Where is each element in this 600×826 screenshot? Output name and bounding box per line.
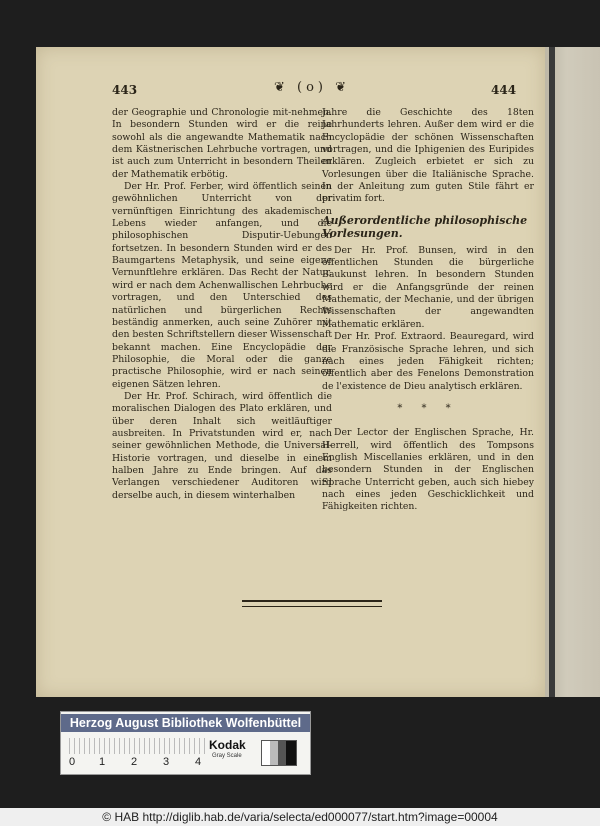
right-intro-paragraph: Jahre die Geschichte des 18ten Jahrhunderts lehren. Außer dem wird er die Encyclopädie der schönen Wissenschaften vortragen, und die Iphigenien des Euripides erklären. Zugleich erbietet er sich zu Vorlesungen über die Italiänische Sprache. In der Anleitung zum guten Stile fährt er privatim fort. [322,107,534,205]
left-paragraph: Der Hr. Prof. Ferber, wird öffentlich seinen gewöhnlichen Unterricht von der vernünftigen Einrichtung des akademischen Lebens wieder anfangen, und die philosophischen Disputir-Uebungen fortsetzen. In besondern Stunden wird er des Baumgartens Metaphysik, und seine eigene Vernunftlehre erklären. Das Recht der Natur, wird er nach dem Achenwallischen Lehrbuche vortragen, und den Unterschied des natürlichen und bürgerlichen Rechts beständig anmerken, auch seine Zuhörer mit den besten Schriftstellern dieser Wissenschaft bekannt machen. Eine Encyclopädie der Philosophie, die Moral oder die ganze practische Philosophie, wird er nach seinen eigenen Sätzen lehren. [112,181,332,390]
facing-page-edge [545,47,600,697]
closing-rule [242,600,382,607]
left-page-number: 443 [112,83,138,97]
header-ornament: ❦ (o) ❦ [274,80,351,95]
gray-patches [261,740,297,766]
left-paragraph: der Geographie und Chronologie mit-nehmen. In besondern Stunden wird er die reine sowohl als die angewandte Mathematik nach dem Kästnerischen Lehrbuche vortragen, und ist auch zum Unterricht in besondern Theilen der Mathematik erbötig. [112,107,332,180]
kodak-logo: Kodak [209,738,246,752]
grayscale-label: Gray Scale [212,753,242,759]
library-label: Herzog August Bibliothek Wolfenbüttel [61,714,310,732]
section-stars: * * * [397,402,459,414]
left-column [112,107,332,502]
section-heading: Außerordentliche philosophische Vorlesungen. [322,213,528,240]
right-final-paragraph: Der Lector der Englischen Sprache, Hr. Herrell, wird öffentlich des Tompsons English Miscellanies erklären, und in den besondern Stunden in der Englischen Sprache Unterricht geben, auch sich hiebey nach eines jeden Geschicklichkeit und Fähigkeiten richten. [322,427,534,513]
right-column [322,107,534,514]
ruler-number: 0 [69,756,76,768]
ruler-number: 4 [195,756,202,768]
book-page [36,47,545,697]
right-paragraph: Der Hr. Prof. Extraord. Beauregard, wird die Französische Sprache lehren, und sich nach eines jeden Fähigkeit richten; öffentlich aber des Fenelons Demonstration de l'existence de Dieu analytisch erklären. [322,331,534,392]
ruler-number: 1 [99,756,106,768]
right-paragraph: Der Hr. Prof. Bunsen, wird in den öffentlichen Stunden die bürgerliche Baukunst lehren. In besondern Stunden wird er die Anfangsgründe der reinen Mathematic, der Mechanie, und der übrigen Wissenschaften der angewandten Mathematic erklären. [322,244,534,330]
ruler-number: 2 [131,756,138,768]
color-target [60,711,311,775]
ruler-scale [69,738,209,754]
right-page-number: 444 [491,83,517,97]
copyright-footer: © HAB http://diglib.hab.de/varia/selecta/ed000077/start.htm?image=00004 [0,808,600,826]
left-paragraph: Der Hr. Prof. Schirach, wird öffentlich die moralischen Dialogen des Plato erklären, und über deren Inhalt sich weitläuftiger ausbreiten. In Privatstunden wird er, nach seiner gewöhnlichen Methode, die Universal-Historie vortragen, und dieselbe in einem halben Jahre zu Ende bringen. Auf das Verlangen verschiedener Auditoren wird derselbe auch, in diesem winterhalben [112,390,332,501]
ruler-number: 3 [163,756,170,768]
